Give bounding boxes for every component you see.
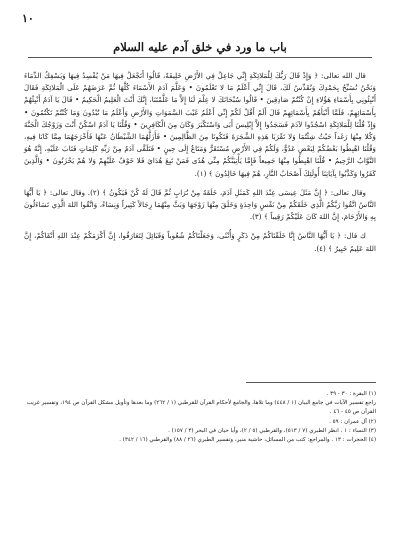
- footnote: (٤) الحجرات : ١٣ . والمراجع: كتب من المسائل، حاشية منير، وتفسير الطبري (٢٦ / ٨٨) والقرطبي (١٦ / ٣٤٢) .: [119, 437, 376, 444]
- paragraph: ك قال: ﴿ يَا أَيُّهَا النَّاسُ إِنَّا خَلَقْنَاكُمْ مِنْ ذَكَرٍ وَأُنْثَى، وَجَعَلْنَاكُمْ شُعُوباً وَقَبَائِلَ لِتَعَارَفُوا، إِنَّ أَكْرَمَكُمْ عِنْدَ اللهِ أَتْقَاكُمْ، إِنَّ اللهَ عَلِيمٌ خَبِيرٌ ﴾ (٤).: [24, 231, 376, 253]
- footnote: (٢) آل عمران : ٥٩ .: [329, 418, 376, 425]
- chapter-title: باب ما ورد في خلق آدم عليه السلام: [28, 40, 372, 58]
- body-text: [24, 70, 376, 262]
- paragraph: وقال تعالى: ﴿ إِنَّ مَثَلَ عِيسَى عِنْدَ اللهِ كَمَثَلِ آدَمَ، خَلَقَهُ مِنْ تُرَابٍ ثُمَّ قَالَ لَهُ كُنْ فَيَكُونُ ﴾ (٢). وقال تعالى: ﴿ يَا أَيُّهَا النَّاسُ اتَّقُوا رَبَّكُمُ الَّذِي خَلَقَكُمْ مِنْ نَفْسٍ وَاحِدَةٍ وَخَلَقَ مِنْهَا زَوْجَهَا وَبَثَّ مِنْهُمَا رِجَالاً كَثِيراً وَنِسَاءً، وَاتَّقُوا اللهَ الَّذِي تَسَاءَلُونَ بِهِ وَالأَرْحَامَ، إِنَّ اللهَ كَانَ عَلَيْكُمْ رَقِيباً ﴾ (٣).: [24, 187, 376, 222]
- footnotes: [24, 390, 376, 445]
- footnote: (٣) النساء : ١ . انظر الطبري (٧ / ٥١٣)، والقرطبي (٥ / ٢)، وأبا حيان في البحر (٣ / ١٥٧) .: [168, 427, 376, 434]
- footnote: راجع تفسير الآيات في جامع البيان (١ / ٤٤٨) وما تلاها، والجامع لأحكام القرآن للقرطبي (١ / ٢٦٢) وما بعدها وتأويل مشكل القرآن ص ١٩٤، وتفسير غريب القرآن ص ٤٥ - ٤٦ .: [26, 400, 376, 416]
- footnote-divider: [246, 382, 376, 383]
- page-number: ١٠: [22, 12, 34, 25]
- paragraph: قال الله تعالى: ﴿ وَإِذْ قَالَ رَبُّكَ لِلْمَلائِكَةِ إِنِّي جَاعِلٌ فِي الأَرْضِ خَلِيفَةً، قَالُوا أَتَجْعَلُ فِيهَا مَنْ يُفْسِدُ فِيهَا وَيَسْفِكُ الدِّمَاءَ وَنَحْنُ نُسَبِّحُ بِحَمْدِكَ وَنُقَدِّسُ لَكَ، قَالَ إِنِّي أَعْلَمُ مَا لا تَعْلَمُونَ • وَعَلَّمَ آدَمَ الأَسْمَاءَ كُلَّهَا ثُمَّ عَرَضَهُمْ عَلَى الْمَلائِكَةِ فَقَالَ أَنْبِئُونِي بِأَسْمَاءِ هَؤُلاءِ إِنْ كُنْتُمْ صَادِقِينَ • قَالُوا سُبْحَانَكَ لا عِلْمَ لَنَا إِلاَّ مَا عَلَّمْتَنَا، إِنَّكَ أَنْتَ الْعَلِيمُ الْحَكِيمُ • قَالَ يَا آدَمُ أَنْبِئْهُمْ بِأَسْمَائِهِمْ، فَلَمَّا أَنْبَأَهُمْ بِأَسْمَائِهِمْ قَالَ أَلَمْ أَقُلْ لَكُمْ إِنِّي أَعْلَمُ غَيْبَ السَّمَوَاتِ وَالأَرْضِ وَأَعْلَمُ مَا تُبْدُونَ وَمَا كُنْتُمْ تَكْتُمُونَ • وَإِذْ قُلْنَا لِلْمَلائِكَةِ اسْجُدُوا لآدَمَ فَسَجَدُوا إِلاَّ إِبْلِيسَ أَبَى وَاسْتَكْبَرَ وَكَانَ مِنَ الْكَافِرِينَ • وَقُلْنَا يَا آدَمُ اسْكُنْ أَنْتَ وَزَوْجُكَ الْجَنَّةَ وَكُلا مِنْهَا رَغَداً حَيْثُ شِئْتُمَا وَلا تَقْرَبَا هَذِهِ الشَّجَرَةَ فَتَكُونَا مِنَ الظَّالِمِينَ • فَأَزَلَّهُمَا الشَّيْطَانُ عَنْهَا فَأَخْرَجَهُمَا مِمَّا كَانَا فِيهِ، وَقُلْنَا اهْبِطُوا بَعْضُكُمْ لِبَعْضٍ عَدُوٌّ، وَلَكُمْ فِي الأَرْضِ مُسْتَقَرٌّ وَمَتَاعٌ إِلَى حِينٍ • فَتَلَقَّى آدَمُ مِنْ رَبِّهِ كَلِمَاتٍ فَتَابَ عَلَيْهِ، إِنَّهُ هُوَ التَّوَّابُ الرَّحِيمُ • قُلْنَا اهْبِطُوا مِنْهَا جَمِيعاً فَإِمَّا يَأْتِيَنَّكُمْ مِنِّي هُدًى فَمَنْ تَبِعَ هُدَايَ فَلا خَوْفٌ عَلَيْهِمْ وَلا هُمْ يَحْزَنُونَ • وَالَّذِينَ كَفَرُوا وَكَذَّبُوا بِآيَاتِنَا أُولَئِكَ أَصْحَابُ النَّارِ، هُمْ فِيهَا خَالِدُونَ ﴾ (١).: [24, 71, 376, 178]
- footnote: (١) البقرة : ٣٠ - ٣٩ .: [326, 391, 376, 397]
